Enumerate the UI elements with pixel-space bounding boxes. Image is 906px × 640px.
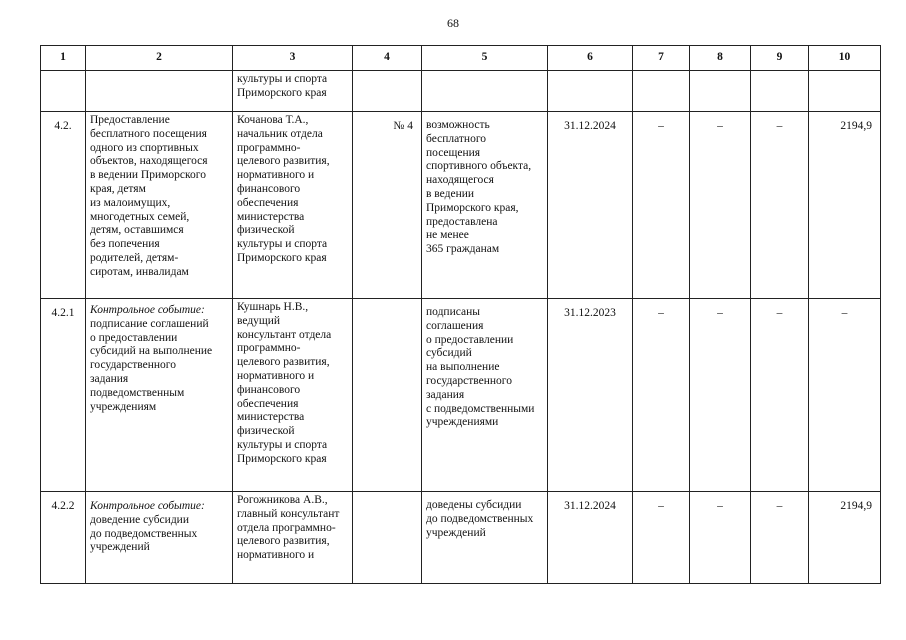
header-cell: 1 (41, 46, 86, 71)
cell-col10: 2194,9 (809, 112, 881, 299)
responsible-text: Рогожникова А.В., главный консультант отдела программно- целевого развития, нормативного и (237, 494, 340, 562)
result-text: доведены субсидии до подведомственных учреждений (426, 499, 534, 539)
cell-col9: – (751, 299, 809, 492)
header-cell: 5 (422, 46, 548, 71)
cell-col4 (353, 299, 422, 492)
header-cell: 2 (86, 46, 233, 71)
task-text: Предоставление бесплатного посещения одного из спортивных объектов, находящегося в ведении Приморского края, детям из малоимущих, многодетных семей, детям, оставшимся без попечения родителей, детям- сиротам, инвалидам (90, 114, 208, 278)
header-cell: 3 (233, 46, 353, 71)
result-text: подписаны соглашения о предоставлении субсидий на выполнение государственного задания с подведомственными учреждениями (426, 306, 535, 429)
header-cell: 4 (353, 46, 422, 71)
continuation-row (41, 71, 881, 112)
cell-responsible (233, 299, 353, 492)
cell-result (422, 71, 548, 112)
page-number: 68 (447, 16, 459, 30)
cell-responsible (233, 71, 353, 112)
task-text: подписание соглашений о предоставлении субсидий на выполнение государственного задания подведомственным учреждениям (90, 317, 213, 413)
cell-task (86, 71, 233, 112)
cell-col4 (353, 71, 422, 112)
responsible-text: культуры и спорта Приморского края (237, 73, 328, 99)
cell-num: 4.2. (41, 112, 86, 299)
cell-col9: – (751, 112, 809, 299)
cell-num (41, 71, 86, 112)
cell-col9: – (751, 492, 809, 584)
cell-col4: № 4 (353, 112, 422, 299)
cell-date: 31.12.2024 (548, 112, 633, 299)
plan-table (40, 45, 881, 584)
cell-col8: – (690, 492, 751, 584)
cell-date: 31.12.2024 (548, 492, 633, 584)
task-text: доведение субсидии до подведомственных учреждений (90, 513, 198, 554)
control-event-label: Контрольное событие: (90, 304, 205, 316)
cell-col10: 2194,9 (809, 492, 881, 584)
cell-task (86, 492, 233, 584)
cell-col8: – (690, 112, 751, 299)
table-row (41, 492, 881, 584)
cell-col7: – (633, 492, 690, 584)
table-row (41, 112, 881, 299)
cell-result (422, 299, 548, 492)
cell-date: 31.12.2023 (548, 299, 633, 492)
cell-result (422, 492, 548, 584)
result-text: возможность бесплатного посещения спортивного объекта, находящегося в ведении Приморского края, предоставлена не менее 365 гражданам (426, 119, 532, 256)
table-row (41, 299, 881, 492)
cell-col10 (809, 71, 881, 112)
responsible-text: Кушнарь Н.В., ведущий консультант отдела программно- целевого развития, нормативного и финансового обеспечения министерства физической культуры и спорта Приморского края (237, 301, 332, 465)
responsible-text: Кочанова Т.А., начальник отдела программно- целевого развития, нормативного и финансового обеспечения министерства физической культуры и спорта Приморского края (237, 114, 330, 264)
cell-col7: – (633, 299, 690, 492)
cell-responsible (233, 492, 353, 584)
header-cell: 10 (809, 46, 881, 71)
header-cell: 6 (548, 46, 633, 71)
cell-col7: – (633, 112, 690, 299)
control-event-label: Контрольное событие: (90, 500, 205, 512)
cell-task (86, 299, 233, 492)
header-cell: 9 (751, 46, 809, 71)
cell-col4 (353, 492, 422, 584)
cell-date (548, 71, 633, 112)
cell-col7 (633, 71, 690, 112)
cell-task (86, 112, 233, 299)
header-row (41, 46, 881, 71)
cell-num: 4.2.2 (41, 492, 86, 584)
header-cell: 8 (690, 46, 751, 71)
cell-num: 4.2.1 (41, 299, 86, 492)
cell-responsible (233, 112, 353, 299)
header-cell: 7 (633, 46, 690, 71)
cell-col8 (690, 71, 751, 112)
cell-result (422, 112, 548, 299)
cell-col10: – (809, 299, 881, 492)
cell-col8: – (690, 299, 751, 492)
cell-col9 (751, 71, 809, 112)
